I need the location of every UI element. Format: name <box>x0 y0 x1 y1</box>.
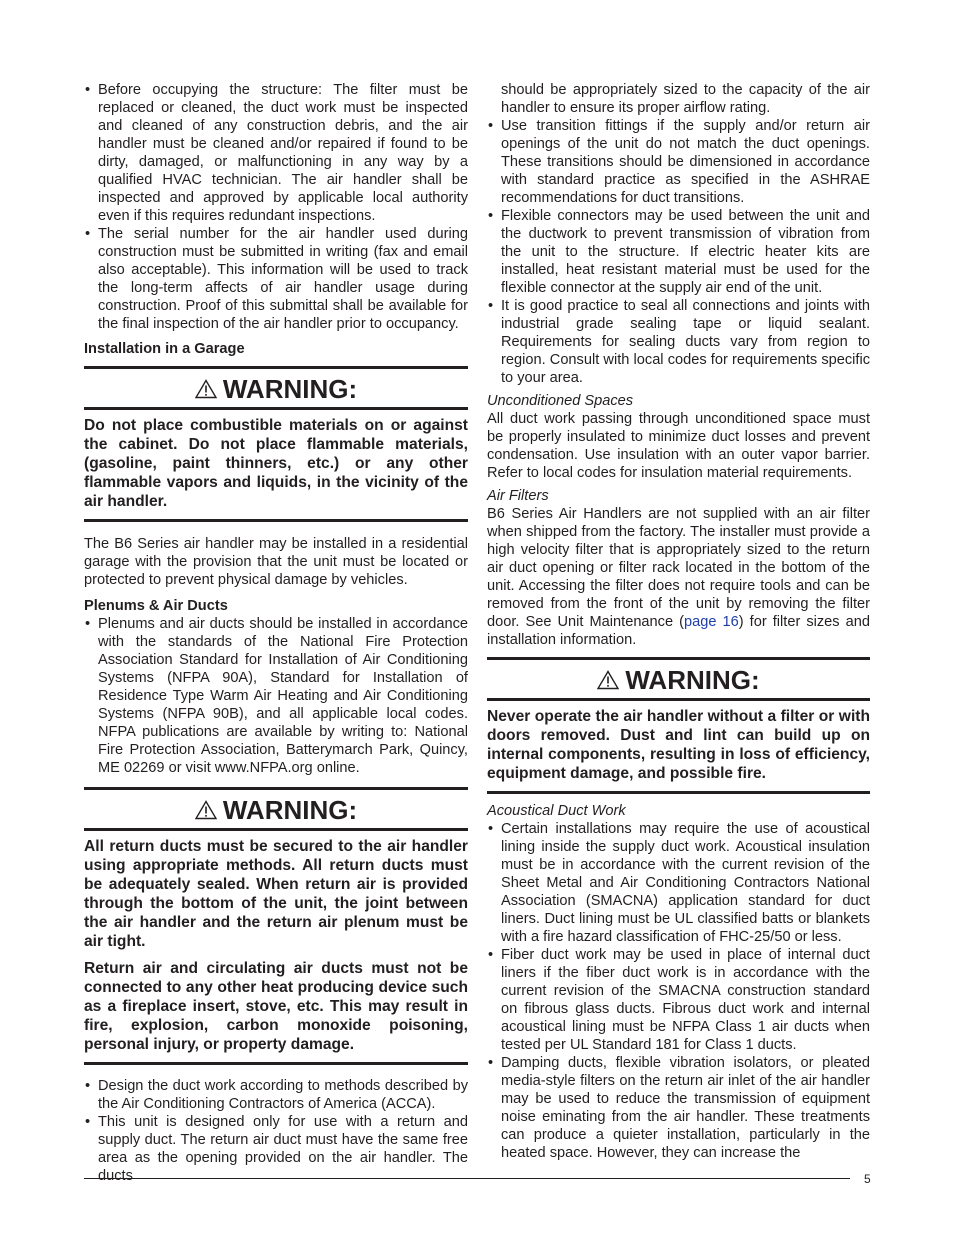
warning-body <box>84 831 468 1062</box>
warning-body <box>487 701 870 791</box>
left-column <box>84 81 468 1185</box>
ductwork-list <box>84 1077 468 1185</box>
page-number: 5 <box>864 1172 871 1186</box>
warning-title <box>487 660 870 701</box>
warning-title-text: WARNING: <box>222 374 358 404</box>
warning-text: Never operate the air handler without a filter or with doors removed. Dust and lint can build up on internal components, resulting in loss of efficiency, equipment damage, and possible fire. <box>487 708 870 782</box>
warning-body <box>84 410 468 519</box>
warning-box-filter <box>487 657 870 794</box>
list-item: • Certain installations may require the use of acoustical lining inside the supply duct work. Acoustical insulation must be in accordance with the current revision of the Sheet Metal and Air Conditioning Contractors National Association (SMACNA) application standard for duct liners. Duct lining must be UL classified batts or blankets with a fire hazard classification of FHC-25/50 or less. <box>487 820 870 946</box>
footer-divider <box>84 1178 850 1179</box>
plenums-heading: Plenums & Air Ducts <box>84 598 228 614</box>
warning-triangle-icon <box>195 800 217 820</box>
warning-text: All return ducts must be secured to the air handler using appropriate methods. All return ducts must be adequately sealed. When return air is provided through the bottom of the unit, the joint between the air handler and the return air plenum must be air tight. <box>84 838 468 950</box>
list-item: • Damping ducts, flexible vibration isolators, or pleated media-style filters on the return air inlet of the air handler may be used to reduce the transmission of equipment noise eminating from the air handler. These treatments can produce a quieter installation, particularly in the heated space. However, they can increase the <box>487 1054 870 1162</box>
warning-text: Do not place combustible materials on or against the cabinet. Do not place flammable materials, (gasoline, paint thinners, etc.) or any other flammable vapors and liquids, in the vicinity of the air handler. <box>84 417 468 510</box>
warning-triangle-icon <box>195 379 217 399</box>
acoustical-heading: Acoustical Duct Work <box>487 803 626 819</box>
page-16-link[interactable]: page 16 <box>684 614 739 630</box>
unconditioned-paragraph: All duct work passing through unconditioned space must be properly insulated to minimize duct losses and prevent condensation. Use insulation with an outer vapor barrier. Refer to local codes for insulation material requirements. <box>487 411 870 481</box>
list-item: • This unit is designed only for use with a return and supply duct. The return air duct must have the same free area as the opening provided on the air handler. The ducts <box>84 1113 468 1185</box>
list-item: • It is good practice to seal all connections and joints with industrial grade sealing tape or liquid sealant. Requirements for sealing ducts vary from region to region. Consult with local codes for requirements specific to your area. <box>487 297 870 387</box>
warning-title <box>84 790 468 831</box>
garage-heading: Installation in a Garage <box>84 341 245 357</box>
list-item: • Fiber duct work may be used in place of internal duct liners if the fiber duct work is in accordance with the current revision of the SMACNA construction standard on fibrous glass ducts. Fibrous duct work and internal acoustical lining must be NFPA Class 1 air ducts when tested per UL Standard 181 for Class 1 ducts. <box>487 946 870 1054</box>
warning-box-garage <box>84 366 468 522</box>
list-item: • Use transition fittings if the supply and/or return air openings of the unit do not match the duct openings. These transitions should be dimensioned in accordance with standard practice as specified in the ASHRAE recommendations for duct transitions. <box>487 117 870 207</box>
warning-text: Return air and circulating air ducts must not be connected to any other heat producing device such as a fireplace insert, stove, etc. This may result in fire, explosion, carbon monoxide poisoning, personal injury, or property damage. <box>84 960 468 1053</box>
list-item: • Design the duct work according to methods described by the Air Conditioning Contractors of America (ACCA). <box>84 1077 468 1113</box>
plenums-list <box>84 615 468 777</box>
warning-title <box>84 369 468 410</box>
warning-box-ducts <box>84 787 468 1065</box>
right-column <box>487 81 870 1162</box>
warning-title-text: WARNING: <box>625 665 760 695</box>
acoustical-list <box>487 820 870 1162</box>
filters-text: ) for filter sizes and installation information. <box>487 614 870 648</box>
list-item: • Before occupying the structure: The filter must be replaced or cleaned, the duct work must be inspected and cleaned of any construction debris, and the air handler must be cleaned and/or repaired if found to be dirty, damaged, or malfunctioning in any way by a qualified HVAC technician. The air handler shall be inspected and approved by applicable local authority even if this requires redundant inspections. <box>84 81 468 225</box>
filters-heading: Air Filters <box>487 488 549 504</box>
filters-paragraph <box>487 505 870 649</box>
continued-text: should be appropriately sized to the capacity of the air handler to ensure its proper airflow rating. <box>501 82 870 116</box>
garage-paragraph: The B6 Series air handler may be installed in a residential garage with the provision that the unit must be located or protected to prevent physical damage by vehicles. <box>84 536 468 588</box>
list-item: • The serial number for the air handler used during construction must be submitted in writing (fax and email also acceptable). This information will be used to track the long-term affects of air handler usage during construction. Proof of this submittal shall be available for the final inspection of the air handler prior to occupancy. <box>84 225 468 333</box>
warning-triangle-icon <box>597 670 619 690</box>
warning-title-text: WARNING: <box>222 795 358 825</box>
unconditioned-heading: Unconditioned Spaces <box>487 393 634 409</box>
list-item: • Plenums and air ducts should be installed in accordance with the standards of the National Fire Protection Association Standard for Installation of Air Conditioning Systems (NFPA 90A), Standard for Installation of Residence Type Warm Air Heating and Air Conditioning Systems (NFPA 90B), and all applicable local codes. NFPA publications are available by writing to: National Fire Protection Association, Batterymarch Park, Quincy, ME 02269 or visit www.NFPA.org online. <box>84 615 468 777</box>
duct-list <box>487 117 870 387</box>
filters-text: B6 Series Air Handlers are not supplied with an air filter when shipped from the factory. The installer must provide a high velocity filter that is appropriately sized to the return air duct opening or filter rack located in the bottom of the unit. Accessing the filter does not require tools and can be removed from the front of the unit by removing the filter door. See Unit Maintenance ( <box>487 506 870 630</box>
list-item: • Flexible connectors may be used between the unit and the ductwork to prevent transmission of vibration from the unit to the structure. If electric heater kits are installed, heat resistant material must be used for the flexible connector at the supply air end of the unit. <box>487 207 870 297</box>
occupancy-list <box>84 81 468 333</box>
